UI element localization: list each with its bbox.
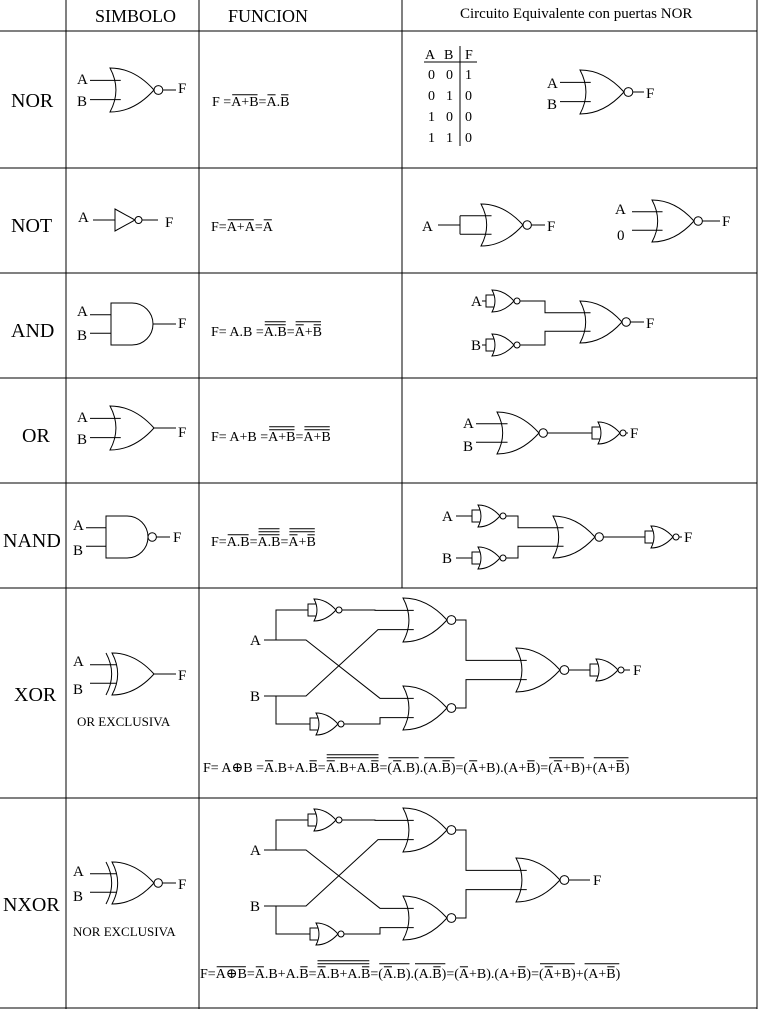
formula-text: =: [317, 761, 326, 776]
inversion-bubble-icon: [336, 817, 342, 823]
formula-text: A.B: [257, 535, 281, 550]
formula-text: A: [552, 761, 563, 776]
row-name-or: OR: [22, 425, 50, 447]
formula-or: [211, 427, 331, 445]
equiv-and-b: B: [471, 338, 482, 354]
formula-text: A: [325, 761, 336, 776]
nor-gate-icon: [553, 516, 595, 558]
formula-text: ): [615, 967, 621, 982]
inversion-bubble-icon: [154, 879, 162, 887]
formula-text: +: [304, 325, 313, 340]
inversion-bubble-icon: [560, 666, 569, 675]
inversion-bubble-icon: [447, 826, 456, 835]
wire: [276, 820, 308, 850]
formula-text: A: [254, 967, 265, 982]
or-gate-icon: [112, 653, 154, 695]
row-name-not: NOT: [11, 215, 53, 237]
formula-text: A: [382, 967, 394, 982]
tt-r0-f: 1: [465, 68, 472, 83]
formula-text: ): [441, 967, 447, 982]
nor-gate-icon: [497, 412, 539, 454]
formula-text: =: [379, 761, 388, 776]
row-name-xor: XOR: [14, 684, 57, 706]
inversion-bubble-icon: [560, 876, 569, 885]
row-name-nxor: NXOR: [3, 894, 60, 916]
inversion-bubble-icon: [135, 217, 142, 224]
header-symbol: SIMBOLO: [95, 6, 177, 26]
formula-text: .B+A.: [274, 761, 309, 776]
formula-text: (A+: [583, 967, 607, 982]
tt-r1-a: 0: [428, 89, 435, 104]
inversion-bubble-icon: [694, 217, 702, 225]
small-nor-gate-icon: [492, 334, 514, 356]
wire: [276, 640, 414, 698]
formula-text: )=: [526, 967, 539, 982]
row-name-nand: NAND: [3, 530, 61, 552]
tt-r3-f: 0: [465, 131, 472, 146]
formula-text: =: [295, 430, 304, 445]
formula-xor: [203, 755, 630, 776]
formula-text: (A.: [423, 761, 442, 776]
small-nor-gate-icon: [651, 526, 673, 548]
formula-text: (: [387, 761, 393, 776]
symbol-nor-a: A: [77, 72, 88, 88]
formula-text: +B): [562, 761, 585, 776]
inversion-bubble-icon: [500, 555, 506, 561]
formula-nand: [211, 529, 316, 550]
inversion-bubble-icon: [500, 513, 506, 519]
nor-gate-icon: [516, 858, 560, 902]
formula-text: A: [263, 761, 275, 776]
equiv-and-a: A: [471, 294, 482, 310]
formula-text: .: [410, 967, 415, 982]
formula-text: =(: [455, 761, 469, 776]
inversion-bubble-icon: [539, 429, 547, 437]
formula-text: A: [316, 967, 327, 982]
formula-text: =: [246, 967, 255, 982]
symbol-nor-f: F: [178, 81, 187, 97]
inversion-bubble-icon: [514, 298, 520, 304]
inversion-bubble-icon: [154, 86, 163, 95]
small-nor-gate-icon: [314, 809, 336, 831]
formula-text: B: [606, 967, 616, 982]
symbol-nand-b: B: [73, 543, 84, 559]
formula-text: (: [548, 761, 553, 776]
equiv-xor-a: A: [250, 633, 261, 649]
formula-text: B: [312, 325, 322, 340]
wire: [344, 718, 414, 724]
formula-text: .B): [393, 967, 411, 982]
equiv-nand-b: B: [442, 551, 453, 567]
inversion-bubble-icon: [336, 607, 342, 613]
formula-text: ): [450, 761, 456, 776]
equiv-or-f: F: [630, 426, 639, 442]
symbol-nxor-a: A: [73, 864, 84, 880]
formula-text: A⊕B: [215, 967, 247, 982]
formula-text: A.B: [226, 535, 250, 550]
formula-text: .B+A.: [335, 761, 371, 776]
nor-gate-icon: [403, 896, 447, 940]
caption-nor-exclusiva: NOR EXCLUSIVA: [73, 924, 176, 939]
formula-text: ): [624, 761, 630, 776]
nor-gate-icon: [110, 68, 154, 112]
symbol-nand-f: F: [173, 530, 182, 546]
formula-text: F= A.B =: [211, 325, 264, 340]
formula-text: +: [298, 535, 307, 550]
wire: [276, 610, 308, 640]
formula-text: .B): [402, 761, 420, 776]
tt-r2-b: 0: [446, 110, 453, 125]
formula-text: A+B: [268, 430, 296, 445]
small-nor-gate-icon: [478, 505, 500, 527]
formula-text: A: [458, 967, 469, 982]
formula-text: .: [419, 761, 424, 776]
nor-gate-icon: [652, 200, 694, 242]
formula-text: =(: [446, 967, 459, 982]
small-nor-gate-icon: [316, 713, 338, 735]
equiv-nxor-b: B: [250, 899, 261, 915]
inversion-bubble-icon: [148, 533, 156, 541]
inversion-bubble-icon: [523, 221, 531, 229]
formula-text: A+B: [231, 95, 259, 110]
formula-text: =: [249, 535, 258, 550]
header-function: FUNCION: [228, 6, 309, 26]
formula-text: )=: [535, 761, 549, 776]
equiv-not-f: F: [547, 219, 556, 235]
formula-text: B: [299, 967, 309, 982]
formula-text: B: [280, 95, 290, 110]
formula-text: A.B: [263, 325, 287, 340]
inversion-bubble-icon: [618, 667, 624, 673]
formula-text: .: [276, 95, 281, 110]
symbol-or-f: F: [178, 425, 187, 441]
formula-text: =: [370, 967, 379, 982]
equiv-not2-zero: 0: [617, 228, 625, 244]
formula-nxor: [200, 961, 621, 982]
formula-text: (: [378, 967, 383, 982]
formula-text: =: [308, 967, 317, 982]
equiv-or-a: A: [463, 416, 474, 432]
inversion-bubble-icon: [624, 88, 633, 97]
tt-header-a: A: [425, 48, 436, 63]
formula-not: [211, 220, 274, 235]
equiv-xor-f: F: [633, 663, 642, 679]
formula-text: A: [392, 761, 403, 776]
wire: [456, 890, 527, 918]
formula-text: +: [575, 967, 584, 982]
row-name-and: AND: [11, 320, 55, 342]
nor-gate-icon: [580, 70, 624, 114]
tt-r2-f: 0: [465, 110, 472, 125]
tt-r0-b: 0: [446, 68, 453, 83]
tt-header-b: B: [444, 48, 454, 63]
equiv-or-b: B: [463, 439, 474, 455]
inversion-bubble-icon: [620, 430, 626, 436]
and-gate-icon: [111, 303, 153, 345]
equiv-not-a: A: [422, 219, 433, 235]
equiv-xor-b: B: [250, 689, 261, 705]
formula-text: A: [266, 95, 277, 110]
tt-r3-a: 1: [428, 131, 435, 146]
inversion-bubble-icon: [338, 931, 344, 937]
formula-text: B: [526, 761, 536, 776]
nor-gate-icon: [403, 808, 447, 852]
small-nor-gate-icon: [478, 547, 500, 569]
formula-text: B: [432, 967, 442, 982]
symbol-not-f: F: [165, 215, 174, 231]
formula-text: (A+: [592, 761, 616, 776]
tt-r0-a: 0: [428, 68, 435, 83]
formula-text: F=: [200, 967, 216, 982]
formula-and: [211, 322, 322, 340]
inversion-bubble-icon: [338, 721, 344, 727]
formula-text: A: [468, 761, 479, 776]
formula-text: B: [360, 967, 371, 982]
formula-text: (: [538, 967, 544, 982]
nor-gate-icon: [403, 598, 447, 642]
formula-text: F=: [211, 220, 227, 235]
wire: [276, 906, 310, 934]
inversion-bubble-icon: [595, 533, 603, 541]
caption-or-exclusiva: OR EXCLUSIVA: [77, 714, 171, 729]
inversion-bubble-icon: [447, 704, 456, 713]
formula-text: F= A+B =: [211, 430, 269, 445]
symbol-xor-a: A: [73, 654, 84, 670]
formula-text: A: [543, 967, 554, 982]
tt-r1-b: 1: [446, 89, 453, 104]
tt-header-f: F: [465, 48, 473, 63]
nor-gate-icon: [112, 862, 154, 904]
formula-text: A+B: [303, 430, 331, 445]
formula-text: F=: [211, 535, 227, 550]
formula-text: +B): [553, 967, 576, 982]
formula-text: B: [441, 761, 451, 776]
equiv-nor-a: A: [547, 76, 558, 92]
formula-text: B: [308, 761, 318, 776]
equiv-nxor-f: F: [593, 873, 602, 889]
wire: [456, 620, 527, 660]
formula-text: B: [370, 761, 380, 776]
wire: [276, 850, 414, 908]
tt-r1-f: 0: [465, 89, 472, 104]
inversion-bubble-icon: [514, 342, 520, 348]
symbol-and-f: F: [178, 316, 187, 332]
formula-text: F =: [212, 95, 232, 110]
symbol-xor-f: F: [178, 668, 187, 684]
symbol-nor-b: B: [77, 94, 88, 110]
inversion-bubble-icon: [447, 616, 456, 625]
nand-gate-icon: [106, 516, 148, 558]
equiv-not2-a: A: [615, 202, 626, 218]
symbol-nand-a: A: [73, 518, 84, 534]
header-equivalent: Circuito Equivalente con puertas NOR: [460, 6, 693, 22]
formula-text: A+A: [226, 220, 255, 235]
equiv-nxor-a: A: [250, 843, 261, 859]
nor-gate-icon: [481, 204, 523, 246]
row-name-nor: NOR: [11, 90, 54, 112]
formula-text: =: [254, 220, 263, 235]
tt-r3-b: 1: [446, 131, 453, 146]
formula-text: B: [517, 967, 527, 982]
formula-text: .B+A.: [326, 967, 361, 982]
or-gate-icon: [110, 406, 154, 450]
formula-text: +B).(A+: [478, 761, 527, 776]
equiv-nor-b: B: [547, 97, 558, 113]
formula-text: +: [584, 761, 593, 776]
formula-text: =: [286, 325, 295, 340]
equiv-and-f: F: [646, 316, 655, 332]
wire: [276, 696, 310, 724]
equiv-nand-f: F: [684, 530, 693, 546]
equiv-nand-a: A: [442, 509, 453, 525]
formula-text: +B).(A+: [469, 967, 518, 982]
wire: [344, 928, 414, 934]
not-gate-icon: [115, 209, 135, 231]
small-nor-gate-icon: [314, 599, 336, 621]
small-nor-gate-icon: [492, 290, 514, 312]
symbol-or-a: A: [77, 410, 88, 426]
symbol-nxor-b: B: [73, 889, 84, 905]
nor-gate-icon: [580, 301, 622, 343]
formula-text: B: [615, 761, 625, 776]
formula-text: F= A⊕B =: [203, 761, 264, 776]
symbol-and-b: B: [77, 328, 88, 344]
symbol-not-a: A: [78, 210, 89, 226]
formula-text: A: [288, 535, 299, 550]
gates-layer: [106, 68, 702, 945]
nor-gate-icon: [516, 648, 560, 692]
tt-r2-a: 1: [428, 110, 435, 125]
equiv-not2-f: F: [722, 214, 731, 230]
inversion-bubble-icon: [673, 534, 679, 540]
wire: [520, 301, 591, 313]
wire: [456, 830, 527, 870]
truth-table: [424, 46, 477, 146]
equiv-nor-f: F: [646, 86, 655, 102]
symbol-and-a: A: [77, 304, 88, 320]
formula-text: (A.: [414, 967, 433, 982]
small-nor-gate-icon: [316, 923, 338, 945]
inversion-bubble-icon: [622, 318, 630, 326]
small-nor-gate-icon: [598, 422, 620, 444]
formula-text: =: [258, 95, 267, 110]
symbol-or-b: B: [77, 432, 88, 448]
formula-text: A: [262, 220, 273, 235]
formula-text: A: [294, 325, 305, 340]
inversion-bubble-icon: [447, 914, 456, 923]
formula-text: .B+A.: [264, 967, 300, 982]
formula-nor: [212, 95, 289, 110]
xor-extra-arc: [106, 862, 112, 904]
wire: [456, 680, 527, 708]
formula-text: B: [306, 535, 316, 550]
nor-gate-icon: [403, 686, 447, 730]
symbol-xor-b: B: [73, 682, 84, 698]
symbol-nxor-f: F: [178, 877, 187, 893]
formula-text: =: [280, 535, 289, 550]
xor-extra-arc: [106, 653, 112, 695]
small-nor-gate-icon: [596, 659, 618, 681]
